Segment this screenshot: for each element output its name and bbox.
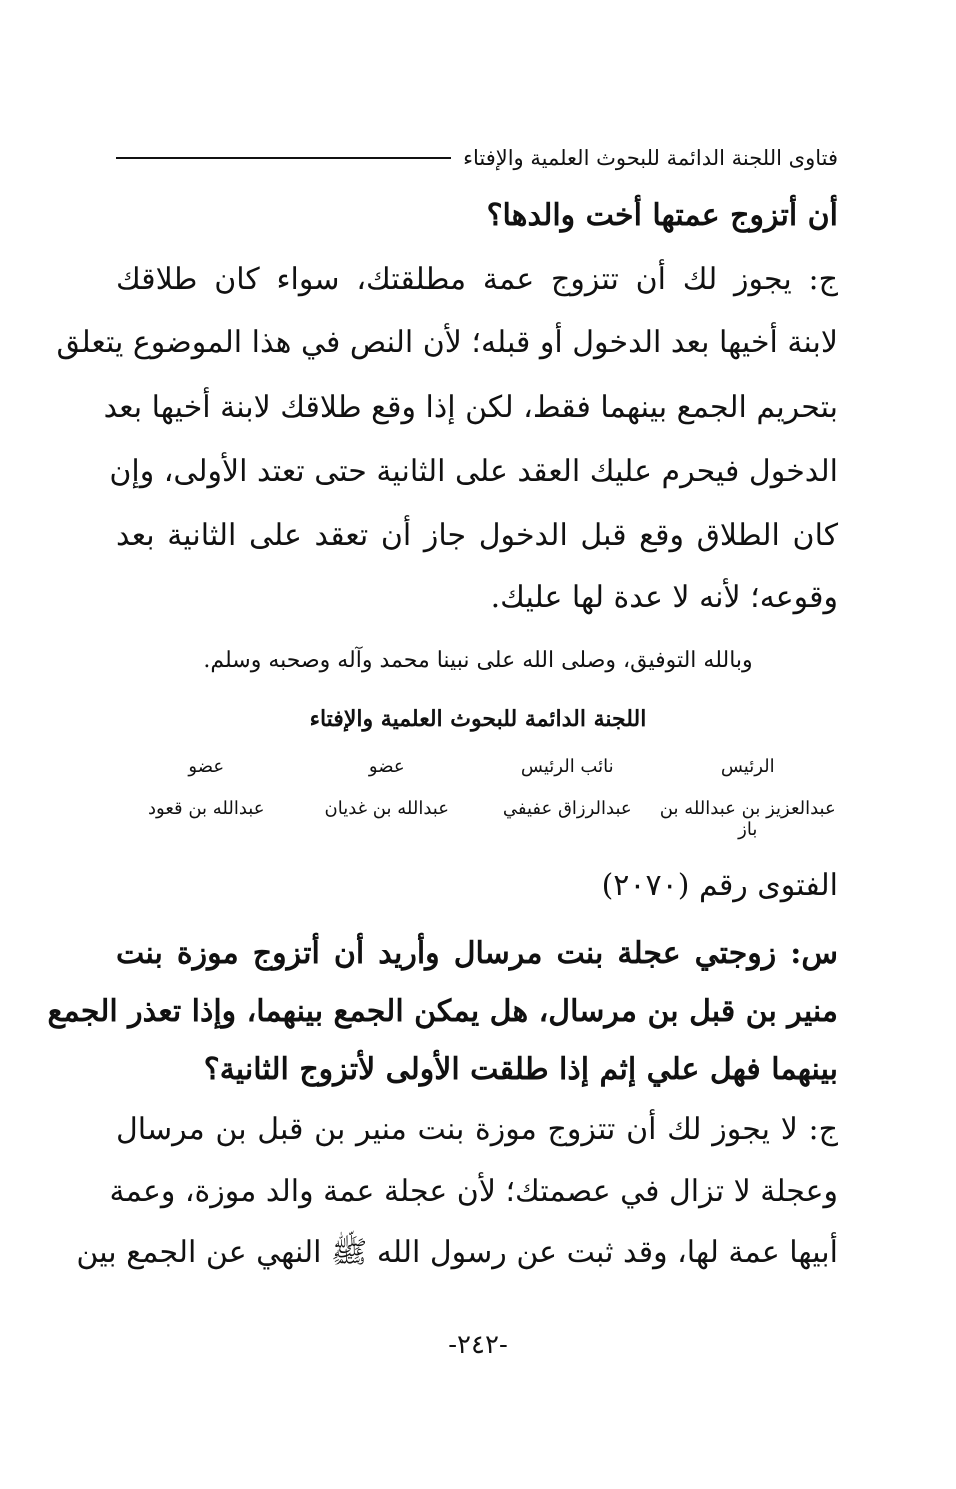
fatwa-number: الفتوى رقم (٢٠٧٠) (601, 868, 838, 903)
answer1-line-3: بتحريم الجمع بينهما فقط، لكن إذا وقع طلاقك لابنة أخيها بعد (103, 390, 838, 425)
member-name-1: عبدالعزيز بن عبدالله بن باز (659, 798, 836, 840)
member-name-2: عبدالرزاق عفيفي (502, 798, 632, 819)
answer1-line-2: لابنة أخيها بعد الدخول أو قبله؛ لأن النص في هذا الموضوع يتعلق (56, 325, 838, 360)
answer2-line-1: ج: لا يجوز لك أن تتزوج موزة بنت منير بن قبل بن مرسال (116, 1112, 838, 1147)
question2-line-3: بينهما فهل علي إثم إذا طلقت الأولى لأتزوج الثانية؟ (203, 1052, 838, 1087)
answer1-line-4: الدخول فيحرم عليك العقد على الثانية حتى تعتد الأولى، وإن (109, 454, 838, 489)
title-president: الرئيس (720, 756, 775, 777)
page-number: -٢٤٢- (448, 1330, 508, 1360)
signatory-titles (116, 756, 838, 777)
member-name-4: عبدالله بن قعود (148, 798, 265, 819)
running-header (116, 138, 838, 178)
title-vice-president: نائب الرئيس (520, 756, 614, 777)
member-name-3: عبدالله بن غديان (324, 798, 449, 819)
question-tail: أن أتزوج عمتها أخت والدها؟ (486, 198, 838, 233)
title-member-1: عضو (368, 756, 405, 777)
answer2-line-3: أبيها عمة لها، وقد ثبت عن رسول الله ﷺ النهي عن الجمع بين (76, 1235, 838, 1270)
title-member-2: عضو (188, 756, 225, 777)
question2-line-2: منير بن قبل بن مرسال، هل يمكن الجمع بينهما، وإذا تعذر الجمع (47, 994, 838, 1029)
answer1-line-5: كان الطلاق وقع قبل الدخول جاز أن تعقد على الثانية بعد (116, 518, 838, 553)
closing-line: وبالله التوفيق، وصلى الله على نبينا محمد وآله وصحبه وسلم. (203, 648, 753, 673)
question2-line-1: س: زوجتي عجلة بنت مرسال وأريد أن أتزوج موزة بنت (116, 936, 838, 971)
header-title: فتاوى اللجنة الدائمة للبحوث العلمية والإفتاء (463, 146, 838, 170)
header-rule (116, 157, 451, 159)
answer1-line-6: وقوعه؛ لأنه لا عدة لها عليك. (490, 580, 838, 615)
signatory-names (116, 798, 838, 840)
committee-name: اللجنة الدائمة للبحوث العلمية والإفتاء (309, 706, 647, 732)
answer1-line-1: ج: يجوز لك أن تتزوج عمة مطلقتك، سواء كان طلاقك (116, 262, 838, 297)
answer2-line-2: وعجلة لا تزال في عصمتك؛ لأن عجلة عمة والد موزة، وعمة (109, 1174, 838, 1209)
